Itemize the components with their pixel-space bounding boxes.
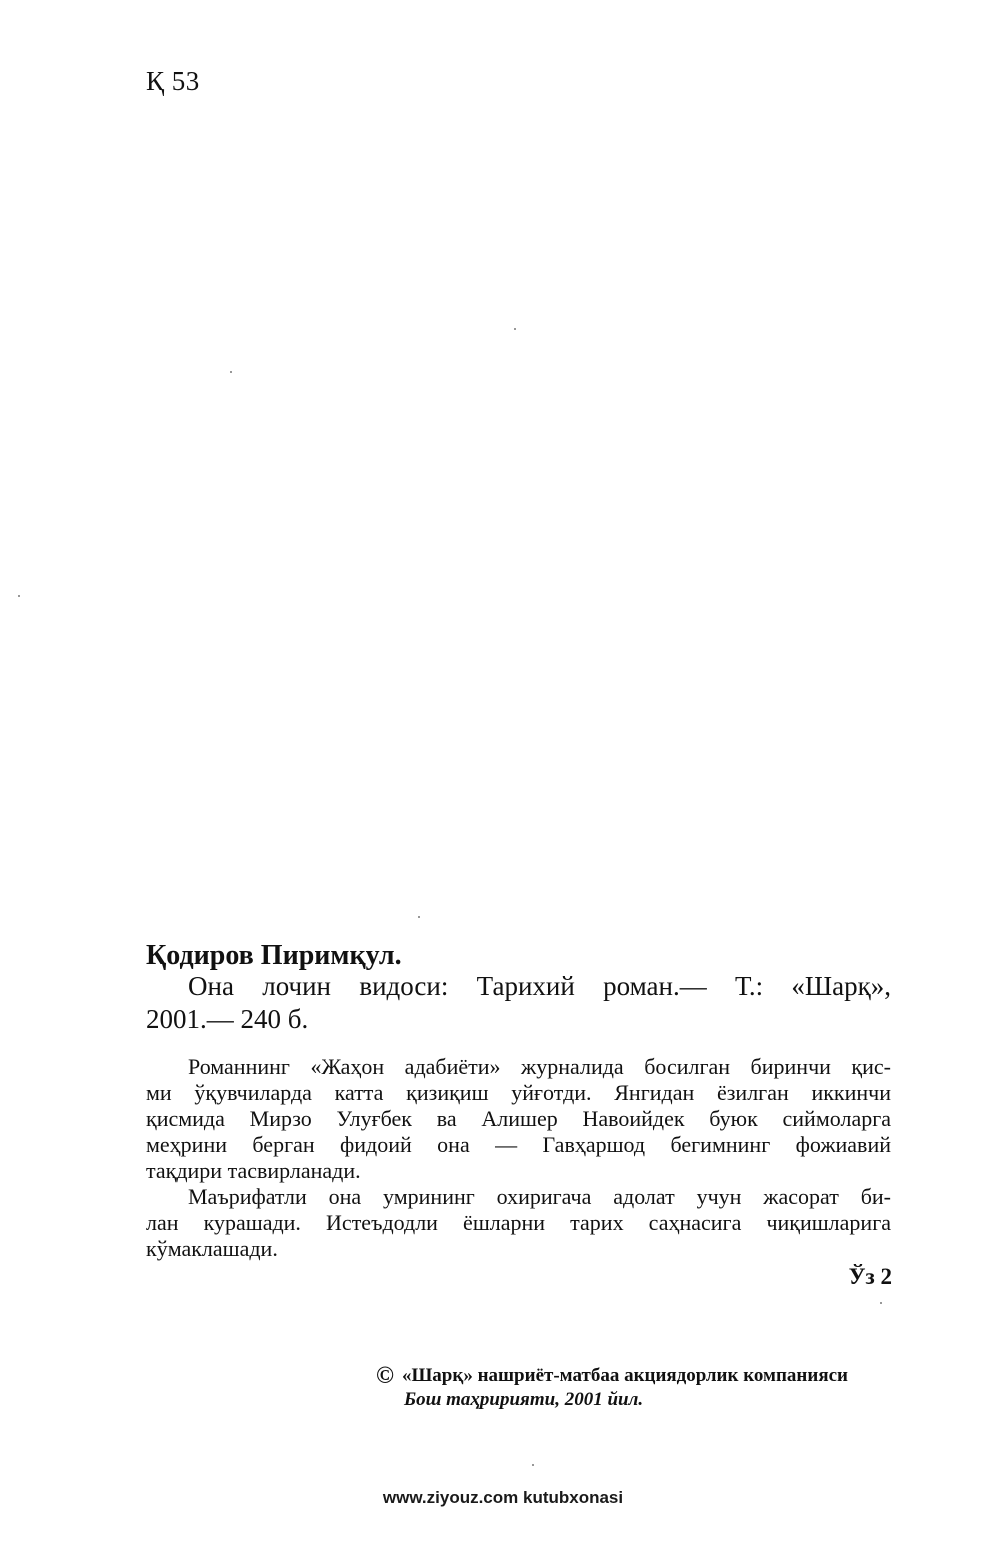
bbk-code: Қ 53	[146, 66, 200, 96]
annotation-line: кўмаклашади.	[146, 1236, 278, 1261]
scan-speck	[514, 328, 516, 330]
annotation-line: Романнинг «Жаҳон адабиёти» журналида босилган биринчи қис-	[188, 1054, 891, 1079]
bibliographic-year-pages: 2001.— 240 б.	[146, 1004, 309, 1034]
author-name: Қодиров Пиримқул.	[146, 940, 402, 971]
footer-watermark-link[interactable]: www.ziyouz.com kutubxonasi	[382, 1488, 624, 1507]
copyright-editorial: Бош таҳририяти, 2001 йил.	[404, 1389, 644, 1410]
annotation-paragraph-1	[146, 1054, 891, 1184]
scan-speck	[230, 371, 232, 373]
bibliographic-record	[146, 970, 891, 1036]
copyright-icon: ©	[376, 1363, 394, 1389]
annotation-line: лан курашади. Истеъдодли ёшларни тарих саҳнасига чиқишларига	[146, 1210, 891, 1235]
annotation-line: меҳрини берган фидоий она — Гавҳаршод бегимнинг фожиавий	[146, 1132, 891, 1157]
annotation-line: ми ўқувчиларда катта қизиқиш уйғотди. Янгидан ёзилган иккинчи	[146, 1080, 891, 1105]
annotation-line: Маърифатли она умрининг охиригача адолат учун жасорат би-	[188, 1184, 891, 1209]
annotation	[146, 1054, 891, 1262]
bibliographic-title-line: Она лочин видоси: Тарихий роман.— Т.: «Шарқ»,	[188, 971, 891, 1001]
udk-code: Ўз 2	[848, 1264, 892, 1289]
copyright-notice	[376, 1364, 892, 1412]
scan-speck	[418, 916, 420, 918]
scan-speck	[880, 1302, 882, 1304]
annotation-paragraph-2	[146, 1184, 891, 1262]
scan-speck	[532, 1464, 534, 1466]
copyright-line-1	[376, 1364, 892, 1388]
copyright-publisher: «Шарқ» нашриёт-матбаа акциядорлик компанияси	[401, 1365, 848, 1386]
annotation-line: қисмида Мирзо Улуғбек ва Алишер Навоийдек буюк сиймоларга	[146, 1106, 891, 1131]
scan-speck	[18, 595, 20, 597]
annotation-line: тақдири тасвирланади.	[146, 1158, 361, 1183]
